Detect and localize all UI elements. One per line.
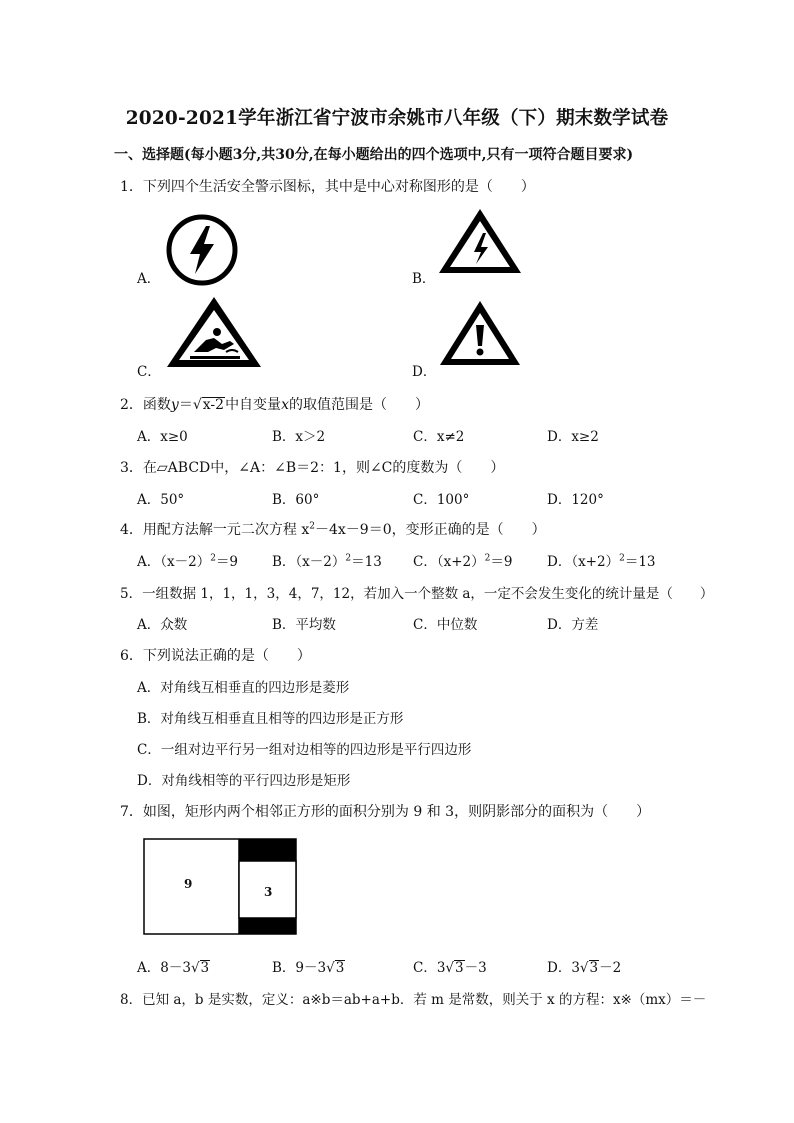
slippery-floor-triangle-icon bbox=[164, 294, 264, 370]
question-7-options bbox=[0, 956, 794, 976]
figure-label-small-square: 3 bbox=[264, 885, 273, 899]
q4-option-b[interactable]: B．$(x-2)^2=13$ bbox=[272, 553, 382, 570]
q7-option-d[interactable]: D．3√3－2 bbox=[547, 960, 622, 976]
exclamation-triangle-icon bbox=[437, 298, 523, 368]
q5-option-b[interactable]: B．平均数 bbox=[272, 617, 336, 633]
q3-option-a[interactable]: A．50° bbox=[137, 492, 185, 508]
question-3-stem: 3．在▱ABCD中，∠A：∠B＝2：1，则∠C的度数为（ ） bbox=[120, 460, 505, 476]
q2-option-a[interactable]: A．x≥0 bbox=[137, 429, 188, 445]
q6-option-a[interactable]: A．对角线互相垂直的四边形是菱形 bbox=[137, 680, 350, 696]
q6-option-d[interactable]: D．对角线相等的平行四边形是矩形 bbox=[137, 773, 351, 789]
exam-title: 2020-2021学年浙江省宁波市余姚市八年级（下）期末数学试卷 bbox=[125, 108, 669, 129]
q5-option-c[interactable]: C．中位数 bbox=[413, 617, 478, 633]
q2-option-b[interactable]: B．x＞2 bbox=[272, 429, 326, 445]
question-6-stem: 6．下列说法正确的是（ ） bbox=[120, 648, 311, 664]
q6-option-b[interactable]: B．对角线互相垂直且相等的四边形是正方形 bbox=[137, 711, 404, 727]
q3-option-c[interactable]: C．100° bbox=[413, 492, 470, 508]
q1-option-d-label[interactable]: D． bbox=[412, 364, 437, 380]
question-1-stem: 1．下列四个生活安全警示图标，其中是中心对称图形的是（ ） bbox=[120, 179, 535, 195]
q1-option-c-label[interactable]: C． bbox=[137, 364, 161, 380]
section-heading: 一、选择题(每小题3分,共30分,在每小题给出的四个选项中,只有一项符合题目要求) bbox=[114, 147, 634, 163]
question-3-options bbox=[0, 488, 794, 508]
question-5-options bbox=[0, 613, 794, 633]
q7-option-c[interactable]: C．3√3－3 bbox=[413, 960, 487, 976]
q3-option-d[interactable]: D．120° bbox=[547, 492, 604, 508]
q5-option-d[interactable]: D．方差 bbox=[547, 617, 599, 633]
electric-circle-icon bbox=[164, 212, 240, 288]
q1-option-b-label[interactable]: B． bbox=[412, 271, 436, 287]
q7-option-b[interactable]: B．9－3√3 bbox=[272, 960, 345, 976]
q5-option-a[interactable]: A．众数 bbox=[137, 617, 188, 633]
q7-option-a[interactable]: A．8－3√3 bbox=[137, 960, 210, 976]
question-2-stem: 2．函数y＝√x-2中自变量x的取值范围是（ ） bbox=[120, 397, 429, 413]
question-5-stem: 5．一组数据 1，1，1，3，4，7，12，若加入一个整数 a，一定不会发生变化的统计量是（ ） bbox=[120, 586, 714, 602]
question-4-stem: 4．用配方法解一元二次方程 $x^2-4x-9=0$，变形正确的是（ ） bbox=[120, 521, 546, 538]
question-7-stem: 7．如图，矩形内两个相邻正方形的面积分别为 9 和 3，则阴影部分的面积为（ ） bbox=[120, 804, 651, 820]
question-8-stem: 8．已知 a，b 是实数，定义：a※b＝ab+a+b．若 m 是常数，则关于 x 的方程：x※（mx）＝－ bbox=[120, 992, 707, 1008]
q2-option-c[interactable]: C．x≠2 bbox=[413, 429, 465, 445]
rectangle-squares-figure bbox=[143, 838, 298, 936]
question-2-options bbox=[0, 425, 794, 445]
q6-option-c[interactable]: C．一组对边平行另一组对边相等的四边形是平行四边形 bbox=[137, 742, 472, 758]
q1-option-a-label[interactable]: A． bbox=[137, 271, 161, 287]
figure-label-big-square: 9 bbox=[184, 877, 193, 891]
q4-option-a[interactable]: A．$(x-2)^2=9$ bbox=[137, 553, 239, 570]
high-voltage-triangle-icon bbox=[436, 206, 524, 276]
q3-option-b[interactable]: B．60° bbox=[272, 492, 320, 508]
q4-option-c[interactable]: C．$(x+2)^2=9$ bbox=[413, 553, 513, 570]
q2-option-d[interactable]: D．x≥2 bbox=[547, 429, 599, 445]
q4-option-d[interactable]: D．$(x+2)^2=13$ bbox=[547, 553, 656, 570]
question-4-options bbox=[0, 550, 794, 570]
